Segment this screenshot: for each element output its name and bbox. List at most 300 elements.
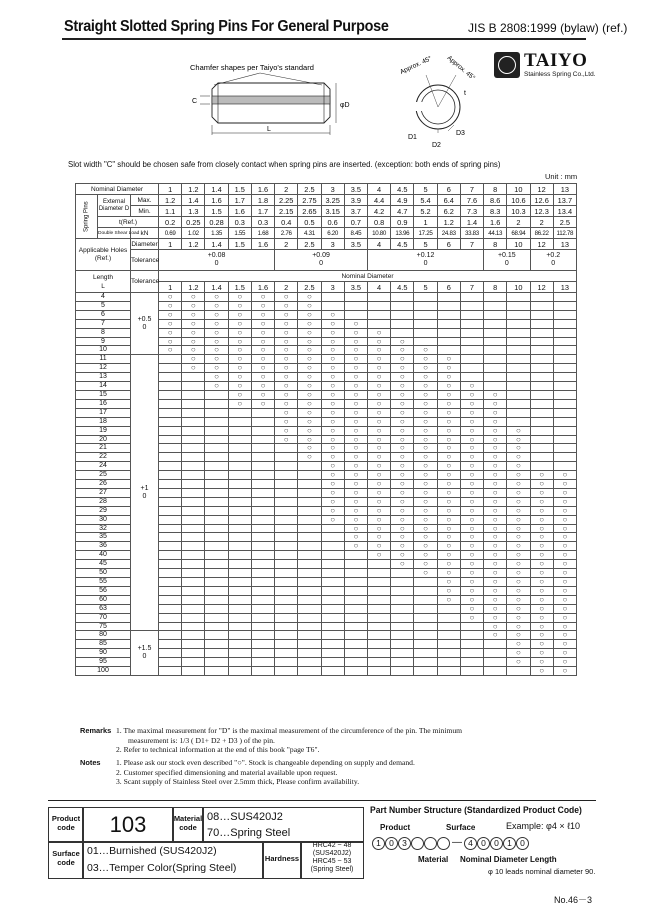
empty-cell [205, 480, 228, 489]
empty-cell [344, 640, 367, 649]
empty-cell [275, 488, 298, 497]
empty-cell [205, 658, 228, 667]
empty-cell [391, 578, 414, 587]
stock-mark: ○ [530, 480, 553, 489]
empty-cell [159, 497, 182, 506]
empty-cell [530, 417, 553, 426]
stock-mark: ○ [344, 319, 367, 328]
length-tolerance-label: Tolerance [131, 271, 159, 293]
stock-mark: ○ [251, 364, 274, 373]
stock-mark: ○ [344, 533, 367, 542]
empty-cell [484, 328, 507, 337]
empty-cell [298, 640, 321, 649]
stock-mark: ○ [484, 444, 507, 453]
length-value: 8 [76, 328, 131, 337]
empty-cell [414, 658, 437, 667]
pn-digit-circle: 4 [464, 837, 477, 850]
tolerance-lower: 0 [142, 653, 147, 661]
empty-cell [507, 417, 530, 426]
empty-cell [321, 578, 344, 587]
stock-mark: ○ [553, 640, 576, 649]
shear-row [76, 228, 577, 239]
stock-mark: ○ [460, 533, 483, 542]
code-section [48, 800, 596, 881]
stock-mark: ○ [321, 444, 344, 453]
stock-mark: ○ [275, 346, 298, 355]
length-value: 26 [76, 480, 131, 489]
stock-mark: ○ [205, 355, 228, 364]
stock-mark: ○ [321, 310, 344, 319]
empty-cell [391, 640, 414, 649]
length-value: 35 [76, 533, 131, 542]
stock-mark: ○ [530, 622, 553, 631]
shear-value: 4.31 [298, 228, 321, 239]
empty-cell [460, 622, 483, 631]
stock-mark: ○ [460, 551, 483, 560]
stock-mark: ○ [530, 586, 553, 595]
stock-mark: ○ [530, 524, 553, 533]
stock-mark: ○ [414, 399, 437, 408]
shear-value: 68.94 [507, 228, 530, 239]
empty-cell [530, 408, 553, 417]
empty-cell [205, 667, 228, 676]
stock-mark: ○ [437, 373, 460, 382]
empty-cell [182, 586, 205, 595]
stock-mark: ○ [228, 328, 251, 337]
empty-cell [321, 622, 344, 631]
hole-diameter-value: 1.4 [205, 239, 228, 250]
stock-mark: ○ [437, 560, 460, 569]
empty-cell [484, 364, 507, 373]
stock-mark: ○ [205, 293, 228, 302]
stock-mark: ○ [344, 355, 367, 364]
stock-mark: ○ [507, 453, 530, 462]
stock-mark: ○ [344, 373, 367, 382]
empty-cell [507, 390, 530, 399]
hole-tolerance-label: Tolerance [131, 250, 159, 271]
t-value: 0.3 [228, 217, 251, 228]
empty-cell [182, 426, 205, 435]
pn-product-label: Product [380, 823, 411, 832]
empty-cell [182, 453, 205, 462]
empty-cell [321, 649, 344, 658]
hole-diameter-value: 13 [553, 239, 576, 250]
stock-mark: ○ [530, 488, 553, 497]
empty-cell [205, 515, 228, 524]
hardness-1: HRC42 ~ 48 [312, 842, 352, 849]
empty-cell [367, 293, 390, 302]
note-2: 2. Customer specified dimensioning and material available upon request. [116, 767, 338, 777]
stock-mark: ○ [507, 613, 530, 622]
nominal-value: 1.5 [228, 184, 251, 195]
empty-cell [159, 408, 182, 417]
tolerance-upper: +0.5 [137, 315, 152, 323]
stock-mark: ○ [344, 435, 367, 444]
stock-mark: ○ [367, 488, 390, 497]
stock-mark: ○ [460, 462, 483, 471]
hardness-box [300, 841, 364, 879]
empty-cell [437, 649, 460, 658]
empty-cell [484, 649, 507, 658]
t-row [76, 217, 577, 228]
stock-mark: ○ [414, 435, 437, 444]
length-nominal-value: 10 [507, 282, 530, 293]
empty-cell [344, 649, 367, 658]
t-value: 1 [414, 217, 437, 228]
pn-note: φ 10 leads nominal diameter 90. [488, 867, 596, 876]
empty-cell [251, 444, 274, 453]
unit-label: Unit : mm [545, 172, 578, 181]
remark-1b: measurement is: 1/3 ( D1+ D2 + D3 ) of the pin. [128, 735, 275, 745]
empty-cell [484, 373, 507, 382]
empty-cell [275, 560, 298, 569]
empty-cell [228, 533, 251, 542]
empty-cell [507, 310, 530, 319]
length-tolerance [131, 293, 159, 355]
stock-mark: ○ [530, 569, 553, 578]
stock-mark: ○ [321, 453, 344, 462]
hole-diameter-value: 2 [275, 239, 298, 250]
empty-cell [182, 382, 205, 391]
stock-mark: ○ [344, 364, 367, 373]
pin-end-view [399, 54, 478, 149]
empty-cell [530, 390, 553, 399]
stock-mark: ○ [391, 444, 414, 453]
stock-mark: ○ [484, 399, 507, 408]
empty-cell [159, 569, 182, 578]
empty-cell [228, 622, 251, 631]
empty-cell [344, 293, 367, 302]
stock-mark: ○ [228, 337, 251, 346]
empty-cell [228, 497, 251, 506]
empty-cell [251, 560, 274, 569]
empty-cell [205, 408, 228, 417]
stock-mark: ○ [391, 533, 414, 542]
stock-mark: ○ [321, 346, 344, 355]
tolerance-lower: 0 [504, 260, 509, 267]
empty-cell [228, 595, 251, 604]
empty-cell [275, 515, 298, 524]
hole-tolerance-value [530, 250, 576, 271]
stock-mark: ○ [414, 390, 437, 399]
min-value: 10.3 [507, 206, 530, 217]
empty-cell [159, 560, 182, 569]
stock-mark: ○ [437, 515, 460, 524]
stock-mark: ○ [437, 524, 460, 533]
empty-cell [344, 301, 367, 310]
empty-cell [367, 319, 390, 328]
t-value: 2 [530, 217, 553, 228]
empty-cell [298, 480, 321, 489]
stock-mark: ○ [367, 417, 390, 426]
empty-cell [553, 417, 576, 426]
empty-cell [275, 604, 298, 613]
length-nominal-value: 3.5 [344, 282, 367, 293]
empty-cell [159, 444, 182, 453]
empty-cell [321, 604, 344, 613]
t-value: 0.28 [205, 217, 228, 228]
approx-left: Approx. 45° [399, 55, 433, 76]
stock-mark: ○ [391, 435, 414, 444]
standard-reference: JIS B 2808:1999 (bylaw) (ref.) [468, 21, 628, 35]
empty-cell [460, 355, 483, 364]
stock-mark: ○ [553, 604, 576, 613]
stock-mark: ○ [553, 649, 576, 658]
empty-cell [367, 310, 390, 319]
nominal-value: 10 [507, 184, 530, 195]
empty-cell [391, 319, 414, 328]
empty-cell [553, 293, 576, 302]
shear-value: 0.69 [159, 228, 182, 239]
pn-surface-label: Surface [446, 823, 476, 832]
stock-mark: ○ [298, 301, 321, 310]
stock-mark: ○ [367, 524, 390, 533]
empty-cell [460, 301, 483, 310]
logo-subtitle: Stainless Spring Co.,Ltd. [524, 71, 596, 78]
hole-diameter-value: 5 [414, 239, 437, 250]
empty-cell [530, 426, 553, 435]
empty-cell [298, 506, 321, 515]
material-option-2: 70…Spring Steel [207, 827, 291, 839]
stock-mark: ○ [391, 515, 414, 524]
dim-d: φD [340, 102, 350, 109]
stock-mark: ○ [205, 346, 228, 355]
stock-mark: ○ [367, 435, 390, 444]
holes-label: Applicable Holes (Ref.) [76, 239, 131, 271]
empty-cell [530, 382, 553, 391]
empty-cell [414, 578, 437, 587]
length-value: 28 [76, 497, 131, 506]
empty-cell [553, 310, 576, 319]
empty-cell [344, 578, 367, 587]
stock-mark: ○ [321, 408, 344, 417]
length-nominal-value: 8 [484, 282, 507, 293]
empty-cell [251, 595, 274, 604]
stock-mark: ○ [484, 506, 507, 515]
empty-cell [391, 613, 414, 622]
empty-cell [228, 408, 251, 417]
stock-mark: ○ [484, 613, 507, 622]
stock-mark: ○ [460, 595, 483, 604]
empty-cell [367, 640, 390, 649]
empty-cell [228, 435, 251, 444]
tolerance-lower: 0 [142, 323, 147, 331]
empty-cell [159, 524, 182, 533]
stock-mark: ○ [344, 488, 367, 497]
empty-cell [344, 622, 367, 631]
empty-cell [344, 310, 367, 319]
stock-mark: ○ [205, 382, 228, 391]
empty-cell [251, 426, 274, 435]
hardness-2: HRC45 ~ 53 [312, 858, 352, 865]
stock-mark: ○ [391, 506, 414, 515]
empty-cell [275, 471, 298, 480]
empty-cell [507, 328, 530, 337]
length-tolerance [131, 355, 159, 631]
nominal-value: 3 [321, 184, 344, 195]
stock-mark: ○ [321, 471, 344, 480]
empty-cell [321, 640, 344, 649]
empty-cell [298, 560, 321, 569]
empty-cell [182, 373, 205, 382]
empty-cell [228, 658, 251, 667]
empty-cell [414, 293, 437, 302]
min-value: 4.2 [367, 206, 390, 217]
max-value: 1.7 [228, 195, 251, 206]
stock-mark: ○ [414, 364, 437, 373]
empty-cell [507, 667, 530, 676]
empty-cell [530, 293, 553, 302]
empty-cell [251, 408, 274, 417]
empty-cell [205, 595, 228, 604]
empty-cell [205, 631, 228, 640]
length-value: 19 [76, 426, 131, 435]
stock-mark: ○ [437, 488, 460, 497]
empty-cell [205, 488, 228, 497]
stock-mark: ○ [321, 417, 344, 426]
empty-cell [391, 604, 414, 613]
stock-mark: ○ [205, 337, 228, 346]
empty-cell [460, 293, 483, 302]
stock-mark: ○ [437, 497, 460, 506]
stock-mark: ○ [414, 346, 437, 355]
t-value: 0.25 [182, 217, 205, 228]
stock-mark: ○ [437, 426, 460, 435]
stock-mark: ○ [460, 524, 483, 533]
stock-mark: ○ [460, 426, 483, 435]
stock-mark: ○ [344, 417, 367, 426]
empty-cell [460, 631, 483, 640]
empty-cell [344, 595, 367, 604]
stock-mark: ○ [484, 480, 507, 489]
stock-mark: ○ [553, 542, 576, 551]
stock-mark: ○ [275, 319, 298, 328]
empty-cell [484, 355, 507, 364]
empty-cell [507, 373, 530, 382]
length-label: Length [93, 273, 113, 281]
empty-cell [275, 551, 298, 560]
stock-mark: ○ [391, 488, 414, 497]
tolerance-lower: 0 [319, 260, 323, 267]
length-value: 36 [76, 542, 131, 551]
stock-mark: ○ [507, 506, 530, 515]
length-nominal-value: 6 [437, 282, 460, 293]
pin-drawing [150, 55, 480, 153]
empty-cell [344, 631, 367, 640]
stock-mark: ○ [460, 578, 483, 587]
stock-mark: ○ [159, 337, 182, 346]
min-value: 5.2 [414, 206, 437, 217]
hole-diameter-value: 10 [507, 239, 530, 250]
stock-mark: ○ [507, 586, 530, 595]
stock-mark: ○ [391, 373, 414, 382]
empty-cell [228, 453, 251, 462]
empty-cell [344, 604, 367, 613]
stock-mark: ○ [484, 390, 507, 399]
stock-mark: ○ [367, 399, 390, 408]
stock-mark: ○ [251, 293, 274, 302]
stock-mark: ○ [437, 382, 460, 391]
hole-tolerance-value [484, 250, 530, 271]
stock-mark: ○ [391, 453, 414, 462]
empty-cell [159, 667, 182, 676]
tolerance-upper: +1.5 [137, 645, 152, 653]
stock-mark: ○ [507, 649, 530, 658]
hardness-1b: (SUS420J2) [312, 850, 352, 857]
empty-cell [228, 506, 251, 515]
empty-cell [275, 586, 298, 595]
stock-mark: ○ [437, 417, 460, 426]
empty-cell [344, 613, 367, 622]
min-value: 6.2 [437, 206, 460, 217]
max-value: 2.25 [275, 195, 298, 206]
length-value: 27 [76, 488, 131, 497]
empty-cell [159, 426, 182, 435]
empty-cell [205, 578, 228, 587]
part-number-title: Part Number Structure (Standardized Product Code) [370, 805, 582, 816]
length-value: 32 [76, 524, 131, 533]
stock-mark: ○ [321, 435, 344, 444]
stock-mark: ○ [507, 551, 530, 560]
tolerance-lower: 0 [423, 260, 428, 267]
hardness-label: Hardness [264, 854, 300, 863]
empty-cell [275, 667, 298, 676]
empty-cell [298, 586, 321, 595]
stock-mark: ○ [367, 462, 390, 471]
stock-mark: ○ [553, 658, 576, 667]
empty-cell [484, 319, 507, 328]
empty-cell [228, 542, 251, 551]
empty-cell [391, 310, 414, 319]
min-value: 1.7 [251, 206, 274, 217]
stock-mark: ○ [391, 337, 414, 346]
product-code-label-box [48, 807, 84, 843]
empty-cell [159, 382, 182, 391]
stock-mark: ○ [298, 355, 321, 364]
empty-cell [159, 533, 182, 542]
stock-mark: ○ [367, 346, 390, 355]
stock-mark: ○ [321, 364, 344, 373]
stock-mark: ○ [437, 578, 460, 587]
stock-mark: ○ [460, 417, 483, 426]
stock-mark: ○ [484, 631, 507, 640]
stock-mark: ○ [275, 390, 298, 399]
empty-cell [321, 595, 344, 604]
stock-mark: ○ [484, 471, 507, 480]
empty-cell [414, 310, 437, 319]
t-value: 0.6 [321, 217, 344, 228]
stock-mark: ○ [205, 373, 228, 382]
stock-mark: ○ [391, 462, 414, 471]
stock-mark: ○ [460, 488, 483, 497]
min-value: 2.15 [275, 206, 298, 217]
empty-cell [298, 515, 321, 524]
t-value: 0.5 [298, 217, 321, 228]
shear-value: 112.78 [553, 228, 576, 239]
empty-cell [298, 551, 321, 560]
stock-mark: ○ [344, 480, 367, 489]
hardness-label-box [262, 841, 302, 879]
length-value: 40 [76, 551, 131, 560]
length-value: 30 [76, 515, 131, 524]
empty-cell [530, 346, 553, 355]
length-value: 95 [76, 658, 131, 667]
stock-mark: ○ [298, 399, 321, 408]
empty-cell [391, 293, 414, 302]
empty-cell [298, 658, 321, 667]
empty-cell [205, 453, 228, 462]
empty-cell [251, 417, 274, 426]
